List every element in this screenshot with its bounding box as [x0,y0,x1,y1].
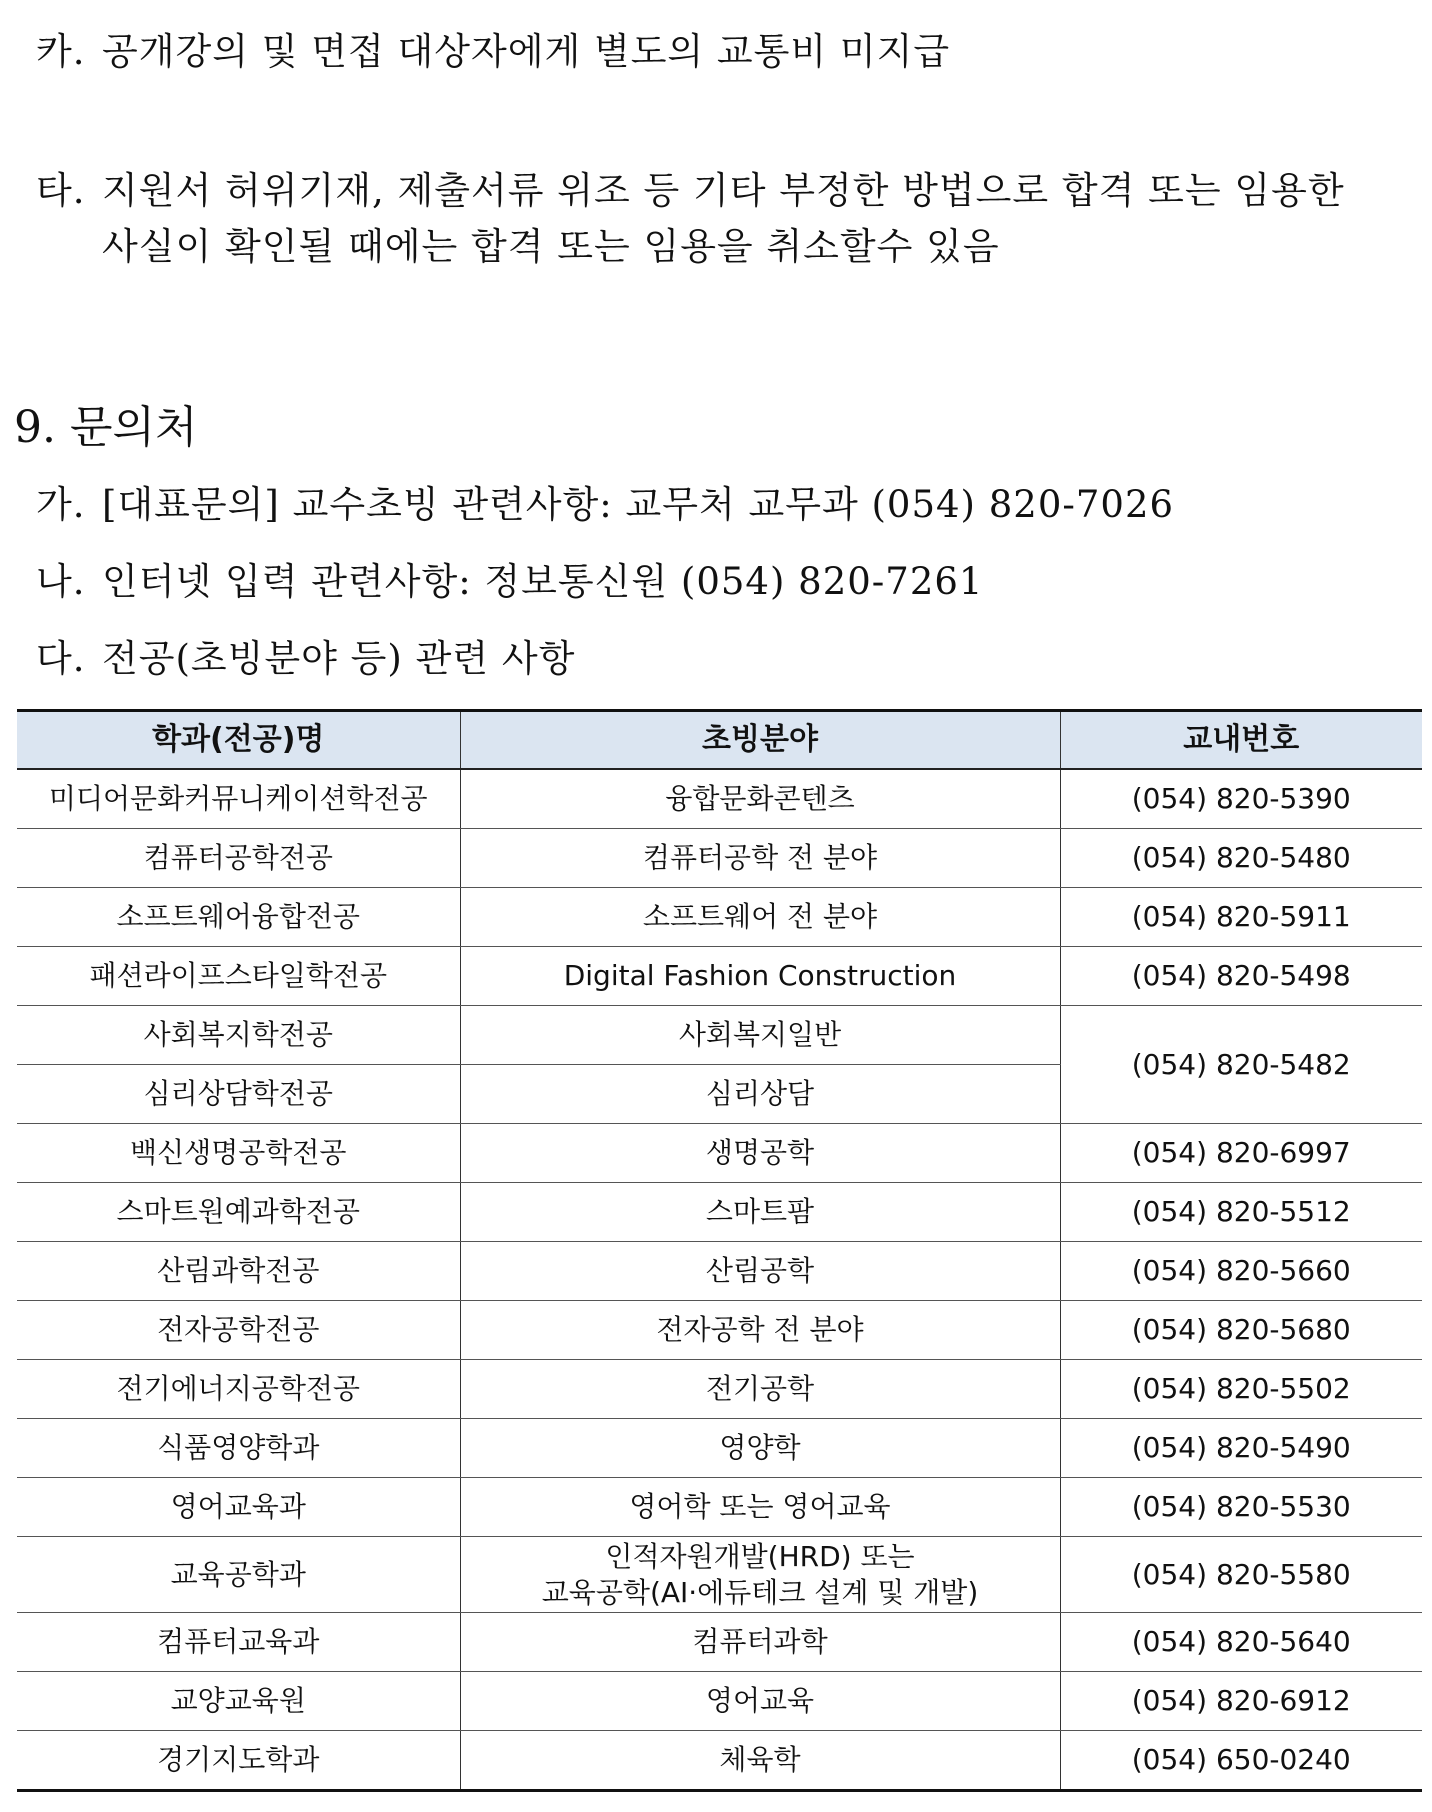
dept-cell: 심리상담학전공 [17,1065,460,1124]
dept-cell: 사회복지학전공 [17,1006,460,1065]
phone-cell: (054) 820-6912 [1060,1672,1422,1731]
phone-cell: (054) 650-0240 [1060,1731,1422,1791]
dept-cell: 패션라이프스타일학전공 [17,947,460,1006]
dept-cell: 식품영양학과 [17,1419,460,1478]
table-row [17,1478,1422,1537]
field-cell: 컴퓨터공학 전 분야 [460,829,1060,888]
table-row [17,1124,1422,1183]
dept-cell: 컴퓨터공학전공 [17,829,460,888]
dept-cell: 산림과학전공 [17,1242,460,1301]
table-row [17,1419,1422,1478]
field-cell-line2: 교육공학(AI·에듀테크 설계 및 개발) [541,1575,979,1609]
table-row [17,1242,1422,1301]
dept-cell: 소프트웨어융합전공 [17,888,460,947]
table-row [17,947,1422,1006]
note-ta [36,163,1345,219]
note-ta-line2: 사실이 확인될 때에는 합격 또는 임용을 취소할수 있음 [102,225,1000,268]
phone-cell: (054) 820-5498 [1060,947,1422,1006]
note-ka-text: 공개강의 및 면접 대상자에게 별도의 교통비 미지급 [102,30,951,73]
field-cell: 산림공학 [460,1242,1060,1301]
phone-cell: (054) 820-5390 [1060,769,1422,829]
dept-cell: 백신생명공학전공 [17,1124,460,1183]
header-phone: 교내번호 [1060,711,1422,770]
dept-cell: 미디어문화커뮤니케이션학전공 [17,769,460,829]
contact-item-na [36,554,983,610]
field-cell: 영어학 또는 영어교육 [460,1478,1060,1537]
dept-cell: 교육공학과 [17,1537,460,1613]
table-row [17,769,1422,829]
field-cell: 컴퓨터과학 [460,1613,1060,1672]
field-cell: 전자공학 전 분야 [460,1301,1060,1360]
table-row [17,1006,1422,1065]
phone-cell: (054) 820-5660 [1060,1242,1422,1301]
phone-cell: (054) 820-5512 [1060,1183,1422,1242]
table-row [17,1183,1422,1242]
field-cell: 융합문화콘텐츠 [460,769,1060,829]
field-cell: 생명공학 [460,1124,1060,1183]
contact-item-ga [36,477,1174,533]
phone-cell: (054) 820-6997 [1060,1124,1422,1183]
contact-item-marker: 다. [36,637,86,680]
field-cell: 영어교육 [460,1672,1060,1731]
table-row [17,1301,1422,1360]
phone-cell: (054) 820-5580 [1060,1537,1422,1613]
phone-cell: (054) 820-5480 [1060,829,1422,888]
field-cell: 전기공학 [460,1360,1060,1419]
dept-cell: 컴퓨터교육과 [17,1613,460,1672]
field-cell-line1: 인적자원개발(HRD) 또는 [605,1539,915,1573]
phone-cell: (054) 820-5502 [1060,1360,1422,1419]
table-row [17,829,1422,888]
dept-cell: 경기지도학과 [17,1731,460,1791]
field-cell: 영양학 [460,1419,1060,1478]
field-cell: 사회복지일반 [460,1006,1060,1065]
table-row [17,1731,1422,1791]
field-cell: 심리상담 [460,1065,1060,1124]
dept-cell: 영어교육과 [17,1478,460,1537]
field-cell [460,1537,1060,1613]
contact-item-text: 인터넷 입력 관련사항: 정보통신원 (054) 820-7261 [102,560,984,603]
dept-cell: 전기에너지공학전공 [17,1360,460,1419]
dept-cell: 교양교육원 [17,1672,460,1731]
contact-item-da [36,631,575,687]
phone-cell: (054) 820-5530 [1060,1478,1422,1537]
field-cell: 체육학 [460,1731,1060,1791]
note-ta-line1: 지원서 허위기재, 제출서류 위조 등 기타 부정한 방법으로 합격 또는 임용한 [102,169,1345,212]
field-cell: 스마트팜 [460,1183,1060,1242]
table-row [17,888,1422,947]
contact-table [17,709,1422,1792]
dept-cell: 스마트원예과학전공 [17,1183,460,1242]
note-ta-marker: 타. [36,169,86,212]
field-cell: 소프트웨어 전 분야 [460,888,1060,947]
phone-cell: (054) 820-5911 [1060,888,1422,947]
phone-cell: (054) 820-5482 [1060,1006,1422,1124]
table-row [17,1360,1422,1419]
section-title: 9. 문의처 [14,402,198,453]
field-cell: Digital Fashion Construction [460,947,1060,1006]
header-field: 초빙분야 [460,711,1060,770]
header-dept: 학과(전공)명 [17,711,460,770]
note-ka-marker: 카. [36,30,86,73]
table-row [17,1613,1422,1672]
table-header-row [17,711,1422,770]
phone-cell: (054) 820-5490 [1060,1419,1422,1478]
contact-item-marker: 나. [36,560,86,603]
phone-cell: (054) 820-5640 [1060,1613,1422,1672]
phone-cell: (054) 820-5680 [1060,1301,1422,1360]
contact-item-text: [대표문의] 교수초빙 관련사항: 교무처 교무과 (054) 820-7026 [102,483,1175,526]
contact-item-marker: 가. [36,483,86,526]
dept-cell: 전자공학전공 [17,1301,460,1360]
table-row [17,1537,1422,1613]
contact-item-text: 전공(초빙분야 등) 관련 사항 [102,637,576,680]
table-row [17,1672,1422,1731]
note-ka [36,24,950,80]
